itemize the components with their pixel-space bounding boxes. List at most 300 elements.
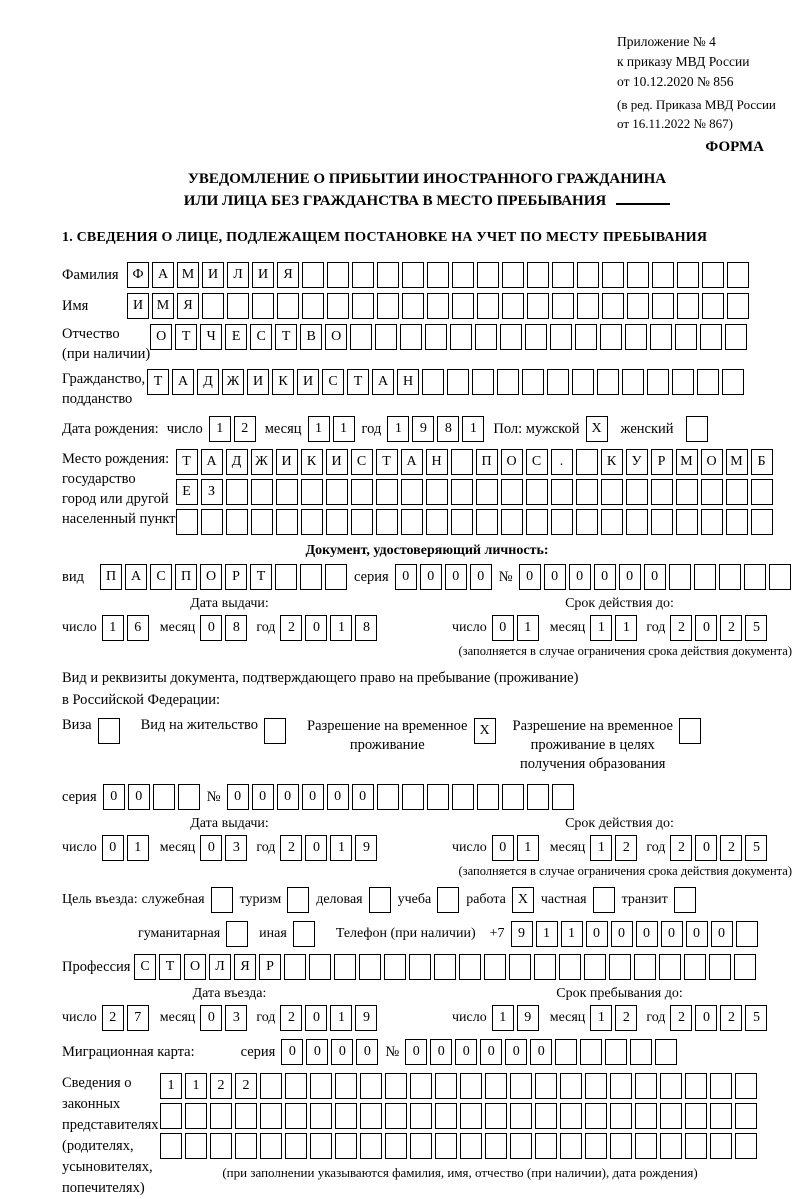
migration-number-cell[interactable]: 0 — [530, 1039, 552, 1065]
birthplace-cell[interactable] — [451, 479, 473, 505]
profession-cell[interactable] — [409, 954, 431, 980]
patronymic-cell[interactable] — [575, 324, 597, 350]
surname-cell[interactable] — [602, 262, 624, 288]
representatives-cell[interactable] — [710, 1133, 732, 1159]
stay-series-cell[interactable]: 0 — [103, 784, 125, 810]
doc-kind-cell[interactable]: О — [200, 564, 222, 590]
profession-cell[interactable] — [384, 954, 406, 980]
birthplace-cell[interactable] — [676, 479, 698, 505]
birthplace-cell[interactable] — [226, 509, 248, 535]
representatives-cell[interactable] — [535, 1073, 557, 1099]
doc-valid-year-cell[interactable]: 0 — [695, 615, 717, 641]
profession-cell[interactable] — [309, 954, 331, 980]
representatives-cell[interactable] — [660, 1073, 682, 1099]
doc-issue-month-cell[interactable]: 0 — [200, 615, 222, 641]
birthplace-cell[interactable] — [651, 479, 673, 505]
patronymic-cell[interactable] — [725, 324, 747, 350]
representatives-cell[interactable] — [410, 1103, 432, 1129]
birthplace-cell[interactable] — [451, 509, 473, 535]
representatives-cell[interactable] — [735, 1133, 757, 1159]
purpose-other-checkbox[interactable] — [293, 921, 315, 947]
surname-cell[interactable] — [402, 262, 424, 288]
purpose-private-checkbox[interactable] — [593, 887, 615, 913]
stay-issue-month-cell[interactable]: 3 — [225, 835, 247, 861]
entry-year-cell[interactable]: 0 — [305, 1005, 327, 1031]
stay-issue-day-cell[interactable]: 1 — [127, 835, 149, 861]
citizenship-cell[interactable] — [647, 369, 669, 395]
entry-year-cell[interactable]: 2 — [280, 1005, 302, 1031]
patronymic-cell[interactable] — [525, 324, 547, 350]
profession-cell[interactable]: Л — [209, 954, 231, 980]
birthplace-cell[interactable] — [551, 479, 573, 505]
purpose-humanitarian-checkbox[interactable] — [226, 921, 248, 947]
birthplace-cell[interactable] — [276, 509, 298, 535]
birthplace-cell[interactable] — [526, 479, 548, 505]
birthplace-cell[interactable] — [401, 479, 423, 505]
doc-series-cell[interactable]: 0 — [395, 564, 417, 590]
stay-number-cell[interactable] — [377, 784, 399, 810]
doc-kind-cell[interactable]: Т — [250, 564, 272, 590]
doc-kind-cell[interactable] — [325, 564, 347, 590]
doc-issue-year-cell[interactable]: 2 — [280, 615, 302, 641]
birthplace-cell[interactable] — [651, 509, 673, 535]
citizenship-cell[interactable] — [597, 369, 619, 395]
doc-valid-day-cell[interactable]: 1 — [517, 615, 539, 641]
birthplace-cell[interactable]: К — [601, 449, 623, 475]
birthplace-cell[interactable] — [751, 509, 773, 535]
profession-cell[interactable]: Т — [159, 954, 181, 980]
stay-until-day-cell[interactable]: 9 — [517, 1005, 539, 1031]
migration-number-cell[interactable] — [605, 1039, 627, 1065]
citizenship-cell[interactable] — [447, 369, 469, 395]
stay-valid-year-cell[interactable]: 0 — [695, 835, 717, 861]
firstname-cell[interactable] — [677, 293, 699, 319]
migration-series-cell[interactable]: 0 — [356, 1039, 378, 1065]
birthplace-cell[interactable] — [376, 509, 398, 535]
representatives-cell[interactable] — [285, 1073, 307, 1099]
representatives-cell[interactable] — [710, 1073, 732, 1099]
doc-number-cell[interactable]: 0 — [544, 564, 566, 590]
birthplace-cell[interactable]: О — [501, 449, 523, 475]
representatives-cell[interactable] — [185, 1133, 207, 1159]
citizenship-cell[interactable]: А — [172, 369, 194, 395]
representatives-cell[interactable] — [660, 1133, 682, 1159]
citizenship-cell[interactable]: А — [372, 369, 394, 395]
surname-cell[interactable] — [377, 262, 399, 288]
representatives-cell[interactable] — [360, 1133, 382, 1159]
stay-number-cell[interactable] — [427, 784, 449, 810]
doc-number-cell[interactable] — [694, 564, 716, 590]
surname-cell[interactable]: М — [177, 262, 199, 288]
migration-number-cell[interactable]: 0 — [430, 1039, 452, 1065]
patronymic-cell[interactable] — [625, 324, 647, 350]
representatives-cell[interactable] — [635, 1073, 657, 1099]
stay-number-cell[interactable]: 0 — [227, 784, 249, 810]
firstname-cell[interactable] — [352, 293, 374, 319]
birthplace-cell[interactable] — [601, 479, 623, 505]
birth-day-cell[interactable]: 1 — [209, 416, 231, 442]
stay-series-cell[interactable] — [178, 784, 200, 810]
birthplace-cell[interactable]: Б — [751, 449, 773, 475]
firstname-cell[interactable] — [577, 293, 599, 319]
firstname-cell[interactable]: М — [152, 293, 174, 319]
representatives-cell[interactable] — [685, 1133, 707, 1159]
citizenship-cell[interactable]: С — [322, 369, 344, 395]
birthplace-cell[interactable]: Ж — [251, 449, 273, 475]
birthplace-cell[interactable] — [726, 509, 748, 535]
firstname-cell[interactable] — [702, 293, 724, 319]
profession-cell[interactable] — [434, 954, 456, 980]
profession-cell[interactable] — [534, 954, 556, 980]
birthplace-cell[interactable] — [326, 509, 348, 535]
representatives-cell[interactable] — [160, 1133, 182, 1159]
surname-cell[interactable] — [477, 262, 499, 288]
representatives-cell[interactable] — [385, 1103, 407, 1129]
birthplace-cell[interactable] — [251, 509, 273, 535]
birthplace-cell[interactable] — [426, 509, 448, 535]
representatives-cell[interactable] — [310, 1103, 332, 1129]
doc-valid-year-cell[interactable]: 2 — [720, 615, 742, 641]
firstname-cell[interactable] — [202, 293, 224, 319]
birthplace-cell[interactable]: И — [276, 449, 298, 475]
representatives-cell[interactable] — [335, 1103, 357, 1129]
citizenship-cell[interactable] — [472, 369, 494, 395]
surname-cell[interactable]: И — [252, 262, 274, 288]
citizenship-cell[interactable] — [622, 369, 644, 395]
representatives-cell[interactable] — [460, 1133, 482, 1159]
stay-series-cell[interactable]: 0 — [128, 784, 150, 810]
stay-until-year-cell[interactable]: 2 — [670, 1005, 692, 1031]
birth-year-cell[interactable]: 8 — [437, 416, 459, 442]
stay-number-cell[interactable]: 0 — [327, 784, 349, 810]
doc-valid-month-cell[interactable]: 1 — [590, 615, 612, 641]
firstname-cell[interactable]: И — [127, 293, 149, 319]
doc-valid-day-cell[interactable]: 0 — [492, 615, 514, 641]
firstname-cell[interactable] — [252, 293, 274, 319]
stay-valid-day-cell[interactable]: 0 — [492, 835, 514, 861]
citizenship-cell[interactable]: И — [247, 369, 269, 395]
patronymic-cell[interactable] — [450, 324, 472, 350]
citizenship-cell[interactable] — [572, 369, 594, 395]
representatives-cell[interactable] — [585, 1103, 607, 1129]
birthplace-cell[interactable] — [676, 509, 698, 535]
surname-cell[interactable]: Ф — [127, 262, 149, 288]
representatives-cell[interactable]: 2 — [235, 1073, 257, 1099]
migration-number-cell[interactable] — [630, 1039, 652, 1065]
phone-digit-cell[interactable]: 1 — [561, 921, 583, 947]
phone-digit-cell[interactable]: 0 — [586, 921, 608, 947]
citizenship-cell[interactable]: Т — [147, 369, 169, 395]
firstname-cell[interactable] — [377, 293, 399, 319]
doc-valid-year-cell[interactable]: 2 — [670, 615, 692, 641]
birthplace-cell[interactable] — [201, 509, 223, 535]
birthplace-cell[interactable] — [726, 479, 748, 505]
birthplace-cell[interactable] — [551, 509, 573, 535]
representatives-cell[interactable] — [260, 1133, 282, 1159]
entry-day-cell[interactable]: 7 — [127, 1005, 149, 1031]
representatives-cell[interactable] — [610, 1133, 632, 1159]
profession-cell[interactable] — [584, 954, 606, 980]
birthplace-cell[interactable]: Т — [376, 449, 398, 475]
representatives-cell[interactable] — [160, 1103, 182, 1129]
representatives-cell[interactable] — [435, 1103, 457, 1129]
firstname-cell[interactable] — [427, 293, 449, 319]
representatives-cell[interactable] — [560, 1133, 582, 1159]
profession-cell[interactable] — [734, 954, 756, 980]
representatives-cell[interactable] — [535, 1133, 557, 1159]
birthplace-cell[interactable]: Т — [176, 449, 198, 475]
representatives-cell[interactable] — [610, 1073, 632, 1099]
birthplace-cell[interactable] — [576, 509, 598, 535]
birth-year-cell[interactable]: 1 — [387, 416, 409, 442]
stay-valid-month-cell[interactable]: 2 — [615, 835, 637, 861]
doc-kind-cell[interactable]: А — [125, 564, 147, 590]
phone-digit-cell[interactable]: 1 — [536, 921, 558, 947]
stay-issue-year-cell[interactable]: 2 — [280, 835, 302, 861]
firstname-cell[interactable] — [277, 293, 299, 319]
profession-cell[interactable] — [634, 954, 656, 980]
patronymic-cell[interactable]: В — [300, 324, 322, 350]
citizenship-cell[interactable] — [697, 369, 719, 395]
representatives-cell[interactable] — [585, 1073, 607, 1099]
sex-female-checkbox[interactable] — [686, 416, 708, 442]
citizenship-cell[interactable] — [422, 369, 444, 395]
profession-cell[interactable] — [334, 954, 356, 980]
firstname-cell[interactable] — [552, 293, 574, 319]
birthplace-cell[interactable] — [476, 479, 498, 505]
birthplace-cell[interactable] — [301, 509, 323, 535]
stay-valid-day-cell[interactable]: 1 — [517, 835, 539, 861]
purpose-work-checkbox[interactable]: X — [512, 887, 534, 913]
representatives-cell[interactable] — [660, 1103, 682, 1129]
firstname-cell[interactable] — [327, 293, 349, 319]
profession-cell[interactable] — [659, 954, 681, 980]
entry-year-cell[interactable]: 9 — [355, 1005, 377, 1031]
doc-issue-year-cell[interactable]: 1 — [330, 615, 352, 641]
birthplace-cell[interactable] — [226, 479, 248, 505]
doc-issue-day-cell[interactable]: 6 — [127, 615, 149, 641]
representatives-cell[interactable] — [410, 1073, 432, 1099]
birthplace-cell[interactable] — [626, 509, 648, 535]
birthplace-cell[interactable]: А — [401, 449, 423, 475]
birthplace-cell[interactable] — [376, 479, 398, 505]
profession-cell[interactable] — [359, 954, 381, 980]
birthplace-cell[interactable] — [476, 509, 498, 535]
doc-number-cell[interactable]: 0 — [619, 564, 641, 590]
birthplace-cell[interactable]: И — [326, 449, 348, 475]
purpose-official-checkbox[interactable] — [211, 887, 233, 913]
patronymic-cell[interactable]: Т — [175, 324, 197, 350]
birthplace-cell[interactable]: П — [476, 449, 498, 475]
visa-checkbox[interactable] — [98, 718, 120, 744]
surname-cell[interactable] — [352, 262, 374, 288]
representatives-cell[interactable] — [485, 1133, 507, 1159]
firstname-cell[interactable] — [727, 293, 749, 319]
birthplace-cell[interactable] — [576, 479, 598, 505]
birthplace-cell[interactable] — [526, 509, 548, 535]
profession-cell[interactable] — [509, 954, 531, 980]
birthplace-cell[interactable]: У — [626, 449, 648, 475]
doc-kind-cell[interactable]: С — [150, 564, 172, 590]
patronymic-cell[interactable] — [550, 324, 572, 350]
citizenship-cell[interactable] — [672, 369, 694, 395]
profession-cell[interactable]: Я — [234, 954, 256, 980]
entry-month-cell[interactable]: 0 — [200, 1005, 222, 1031]
representatives-cell[interactable] — [560, 1073, 582, 1099]
representatives-cell[interactable] — [560, 1103, 582, 1129]
doc-issue-month-cell[interactable]: 8 — [225, 615, 247, 641]
migration-number-cell[interactable] — [580, 1039, 602, 1065]
birthplace-cell[interactable]: С — [526, 449, 548, 475]
doc-kind-cell[interactable]: П — [175, 564, 197, 590]
surname-cell[interactable] — [302, 262, 324, 288]
citizenship-cell[interactable] — [497, 369, 519, 395]
doc-number-cell[interactable]: 0 — [519, 564, 541, 590]
representatives-cell[interactable] — [735, 1073, 757, 1099]
firstname-cell[interactable] — [402, 293, 424, 319]
migration-number-cell[interactable] — [655, 1039, 677, 1065]
representatives-cell[interactable] — [260, 1073, 282, 1099]
patronymic-cell[interactable] — [400, 324, 422, 350]
migration-number-cell[interactable]: 0 — [505, 1039, 527, 1065]
representatives-cell[interactable] — [710, 1103, 732, 1129]
doc-issue-year-cell[interactable]: 8 — [355, 615, 377, 641]
doc-number-cell[interactable] — [769, 564, 791, 590]
representatives-cell[interactable] — [635, 1133, 657, 1159]
representatives-cell[interactable] — [460, 1103, 482, 1129]
patronymic-cell[interactable] — [475, 324, 497, 350]
migration-series-cell[interactable]: 0 — [306, 1039, 328, 1065]
doc-kind-cell[interactable] — [300, 564, 322, 590]
entry-day-cell[interactable]: 2 — [102, 1005, 124, 1031]
profession-cell[interactable]: О — [184, 954, 206, 980]
phone-digit-cell[interactable]: 0 — [711, 921, 733, 947]
stay-issue-year-cell[interactable]: 0 — [305, 835, 327, 861]
doc-series-cell[interactable]: 0 — [445, 564, 467, 590]
birthplace-cell[interactable] — [601, 509, 623, 535]
firstname-cell[interactable] — [302, 293, 324, 319]
stay-until-year-cell[interactable]: 0 — [695, 1005, 717, 1031]
purpose-business-checkbox[interactable] — [369, 887, 391, 913]
purpose-study-checkbox[interactable] — [437, 887, 459, 913]
firstname-cell[interactable] — [627, 293, 649, 319]
birthplace-cell[interactable] — [276, 479, 298, 505]
representatives-cell[interactable] — [460, 1073, 482, 1099]
birthplace-cell[interactable] — [501, 479, 523, 505]
representatives-cell[interactable] — [685, 1103, 707, 1129]
birth-month-cell[interactable]: 1 — [333, 416, 355, 442]
surname-cell[interactable] — [327, 262, 349, 288]
purpose-transit-checkbox[interactable] — [674, 887, 696, 913]
patronymic-cell[interactable] — [350, 324, 372, 350]
representatives-cell[interactable] — [635, 1103, 657, 1129]
birthplace-cell[interactable] — [176, 509, 198, 535]
representatives-cell[interactable] — [585, 1133, 607, 1159]
patronymic-cell[interactable] — [425, 324, 447, 350]
phone-digit-cell[interactable] — [736, 921, 758, 947]
stay-number-cell[interactable] — [552, 784, 574, 810]
entry-month-cell[interactable]: 3 — [225, 1005, 247, 1031]
stay-number-cell[interactable]: 0 — [302, 784, 324, 810]
phone-digit-cell[interactable]: 0 — [611, 921, 633, 947]
surname-cell[interactable]: Л — [227, 262, 249, 288]
patronymic-cell[interactable] — [500, 324, 522, 350]
representatives-cell[interactable] — [685, 1073, 707, 1099]
firstname-cell[interactable] — [527, 293, 549, 319]
birthplace-cell[interactable]: . — [551, 449, 573, 475]
representatives-cell[interactable]: 1 — [160, 1073, 182, 1099]
stay-until-year-cell[interactable]: 2 — [720, 1005, 742, 1031]
stay-number-cell[interactable] — [477, 784, 499, 810]
doc-kind-cell[interactable] — [275, 564, 297, 590]
stay-issue-month-cell[interactable]: 0 — [200, 835, 222, 861]
patronymic-cell[interactable]: О — [325, 324, 347, 350]
stay-issue-year-cell[interactable]: 1 — [330, 835, 352, 861]
citizenship-cell[interactable]: Т — [347, 369, 369, 395]
birthplace-cell[interactable]: З — [201, 479, 223, 505]
profession-cell[interactable]: С — [134, 954, 156, 980]
profession-cell[interactable]: Р — [259, 954, 281, 980]
birthplace-cell[interactable]: Р — [651, 449, 673, 475]
patronymic-cell[interactable]: Е — [225, 324, 247, 350]
representatives-cell[interactable] — [210, 1103, 232, 1129]
doc-kind-cell[interactable]: П — [100, 564, 122, 590]
representatives-cell[interactable] — [235, 1133, 257, 1159]
representatives-cell[interactable] — [360, 1073, 382, 1099]
doc-valid-year-cell[interactable]: 5 — [745, 615, 767, 641]
surname-cell[interactable] — [652, 262, 674, 288]
representatives-cell[interactable] — [510, 1133, 532, 1159]
surname-cell[interactable]: Я — [277, 262, 299, 288]
profession-cell[interactable] — [709, 954, 731, 980]
migration-number-cell[interactable]: 0 — [480, 1039, 502, 1065]
surname-cell[interactable]: А — [152, 262, 174, 288]
stay-until-day-cell[interactable]: 1 — [492, 1005, 514, 1031]
representatives-cell[interactable] — [435, 1073, 457, 1099]
birth-year-cell[interactable]: 9 — [412, 416, 434, 442]
patronymic-cell[interactable]: О — [150, 324, 172, 350]
sex-male-checkbox[interactable]: X — [586, 416, 608, 442]
surname-cell[interactable] — [502, 262, 524, 288]
citizenship-cell[interactable] — [547, 369, 569, 395]
firstname-cell[interactable]: Я — [177, 293, 199, 319]
stay-number-cell[interactable]: 0 — [252, 784, 274, 810]
birthplace-cell[interactable] — [351, 509, 373, 535]
doc-number-cell[interactable] — [669, 564, 691, 590]
surname-cell[interactable] — [552, 262, 574, 288]
stay-valid-year-cell[interactable]: 2 — [670, 835, 692, 861]
patronymic-cell[interactable] — [650, 324, 672, 350]
migration-series-cell[interactable]: 0 — [281, 1039, 303, 1065]
doc-number-cell[interactable]: 0 — [569, 564, 591, 590]
representatives-cell[interactable] — [335, 1133, 357, 1159]
stay-valid-year-cell[interactable]: 5 — [745, 835, 767, 861]
representatives-cell[interactable] — [385, 1133, 407, 1159]
representatives-cell[interactable] — [185, 1103, 207, 1129]
birth-year-cell[interactable]: 1 — [462, 416, 484, 442]
birthplace-cell[interactable]: О — [701, 449, 723, 475]
migration-number-cell[interactable]: 0 — [405, 1039, 427, 1065]
citizenship-cell[interactable]: Н — [397, 369, 419, 395]
firstname-cell[interactable] — [477, 293, 499, 319]
doc-number-cell[interactable] — [744, 564, 766, 590]
citizenship-cell[interactable]: К — [272, 369, 294, 395]
representatives-cell[interactable] — [510, 1073, 532, 1099]
representatives-cell[interactable] — [735, 1103, 757, 1129]
firstname-cell[interactable] — [502, 293, 524, 319]
residence-checkbox[interactable] — [264, 718, 286, 744]
profession-cell[interactable] — [559, 954, 581, 980]
